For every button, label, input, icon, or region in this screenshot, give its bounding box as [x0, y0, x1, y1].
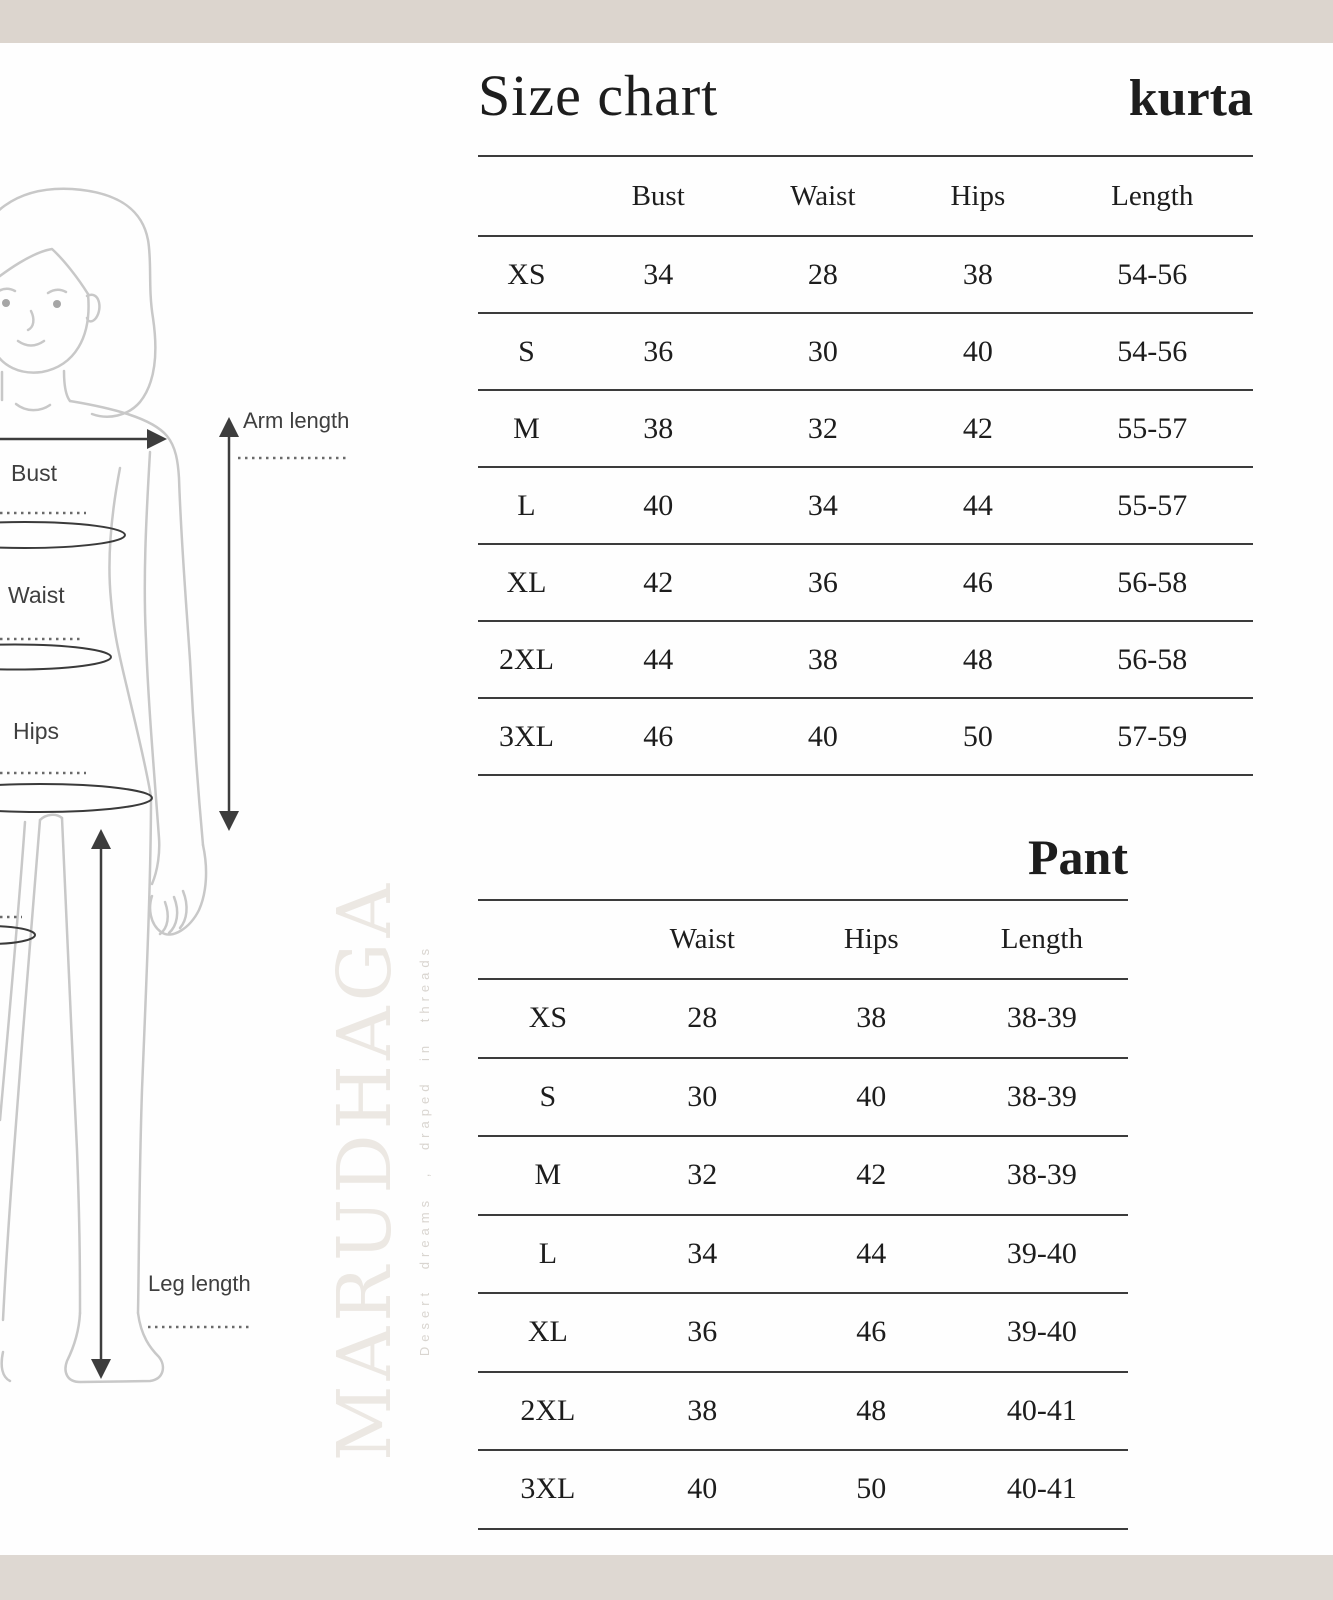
waist-value: 34: [742, 467, 905, 544]
waist-value: 40: [742, 698, 905, 775]
size-label: L: [478, 1215, 618, 1294]
size-label: XS: [478, 979, 618, 1058]
kurta-row-s: [478, 313, 1253, 390]
hips-value: 40: [904, 313, 1051, 390]
page-title: Size chart: [478, 63, 719, 128]
hips-value: 38: [787, 979, 956, 1058]
size-label: XS: [478, 236, 575, 313]
kurta-col-bust: Bust: [575, 157, 742, 236]
kurta-header-row: [478, 157, 1253, 236]
length-value: 39-40: [956, 1293, 1128, 1372]
hips-label: Hips: [13, 718, 60, 744]
hips-value: 44: [787, 1215, 956, 1294]
pant-col-length: Length: [956, 901, 1128, 979]
leg-length-label: Leg length: [148, 1271, 251, 1296]
hips-value: 50: [904, 698, 1051, 775]
length-value: 38-39: [956, 979, 1128, 1058]
hips-value: 48: [904, 621, 1051, 698]
length-value: 56-58: [1052, 544, 1254, 621]
arm-length-label: Arm length: [243, 408, 350, 433]
length-value: 39-40: [956, 1215, 1128, 1294]
hips-value: 42: [787, 1136, 956, 1215]
kurta-col-size: [478, 157, 575, 236]
bust-value: 36: [575, 313, 742, 390]
bust-value: 38: [575, 390, 742, 467]
size-label: S: [478, 313, 575, 390]
waist-value: 36: [742, 544, 905, 621]
hips-value: 44: [904, 467, 1051, 544]
size-label: XL: [478, 1293, 618, 1372]
hips-value: 46: [787, 1293, 956, 1372]
kurta-col-hips: Hips: [904, 157, 1051, 236]
pant-row-3xl: [478, 1450, 1128, 1529]
pant-col-size: [478, 901, 618, 979]
waist-value: 40: [618, 1450, 787, 1529]
kurta-size-table: [478, 155, 1253, 776]
hips-value: 38: [904, 236, 1051, 313]
kurta-col-waist: Waist: [742, 157, 905, 236]
waist-value: 30: [618, 1058, 787, 1137]
size-label: XL: [478, 544, 575, 621]
size-label: 2XL: [478, 1372, 618, 1451]
length-value: 57-59: [1052, 698, 1254, 775]
length-value: 40-41: [956, 1450, 1128, 1529]
figure-illustration: [0, 0, 460, 1600]
bust-value: 46: [575, 698, 742, 775]
pant-col-hips: Hips: [787, 901, 956, 979]
waist-value: 32: [742, 390, 905, 467]
pant-row-xl: [478, 1293, 1128, 1372]
waist-value: 32: [618, 1136, 787, 1215]
bust-value: 40: [575, 467, 742, 544]
pant-row-l: [478, 1215, 1128, 1294]
size-label: 3XL: [478, 698, 575, 775]
brand-tagline-watermark: Desert dreams , draped in threads: [417, 943, 432, 1357]
length-value: 40-41: [956, 1372, 1128, 1451]
bust-value: 42: [575, 544, 742, 621]
waist-value: 28: [618, 979, 787, 1058]
length-value: 38-39: [956, 1136, 1128, 1215]
hips-value: 40: [787, 1058, 956, 1137]
length-value: 38-39: [956, 1058, 1128, 1137]
hips-value: 46: [904, 544, 1051, 621]
length-value: 56-58: [1052, 621, 1254, 698]
waist-value: 38: [742, 621, 905, 698]
size-label: M: [478, 390, 575, 467]
brand-watermark: MARUDHAGA: [322, 878, 408, 1462]
length-value: 54-56: [1052, 236, 1254, 313]
header-row: [478, 62, 1253, 129]
pant-row-xs: [478, 979, 1128, 1058]
woman-outline: [0, 189, 206, 1382]
bust-value: 34: [575, 236, 742, 313]
kurta-section-title: kurta: [1128, 70, 1253, 127]
waist-value: 38: [618, 1372, 787, 1451]
hips-value: 50: [787, 1450, 956, 1529]
kurta-row-l: [478, 467, 1253, 544]
kurta-row-xl: [478, 544, 1253, 621]
pant-col-waist: Waist: [618, 901, 787, 979]
waist-value: 36: [618, 1293, 787, 1372]
size-label: 3XL: [478, 1450, 618, 1529]
pant-row-m: [478, 1136, 1128, 1215]
size-label: L: [478, 467, 575, 544]
length-value: 54-56: [1052, 313, 1254, 390]
kurta-row-3xl: [478, 698, 1253, 775]
pant-header-row: [478, 901, 1128, 979]
bust-value: 44: [575, 621, 742, 698]
length-value: 55-57: [1052, 390, 1254, 467]
size-label: 2XL: [478, 621, 575, 698]
kurta-row-2xl: [478, 621, 1253, 698]
hips-value: 48: [787, 1372, 956, 1451]
waist-value: 30: [742, 313, 905, 390]
waist-label: Waist: [8, 582, 65, 608]
bust-label: Bust: [11, 460, 58, 486]
hips-value: 42: [904, 390, 1051, 467]
waist-value: 34: [618, 1215, 787, 1294]
kurta-col-length: Length: [1052, 157, 1254, 236]
pant-row-2xl: [478, 1372, 1128, 1451]
pant-section-title: Pant: [1028, 829, 1128, 885]
length-value: 55-57: [1052, 467, 1254, 544]
waist-value: 28: [742, 236, 905, 313]
pant-size-table: [478, 899, 1128, 1530]
kurta-row-m: [478, 390, 1253, 467]
pant-row-s: [478, 1058, 1128, 1137]
size-label: S: [478, 1058, 618, 1137]
size-label: M: [478, 1136, 618, 1215]
kurta-row-xs: [478, 236, 1253, 313]
